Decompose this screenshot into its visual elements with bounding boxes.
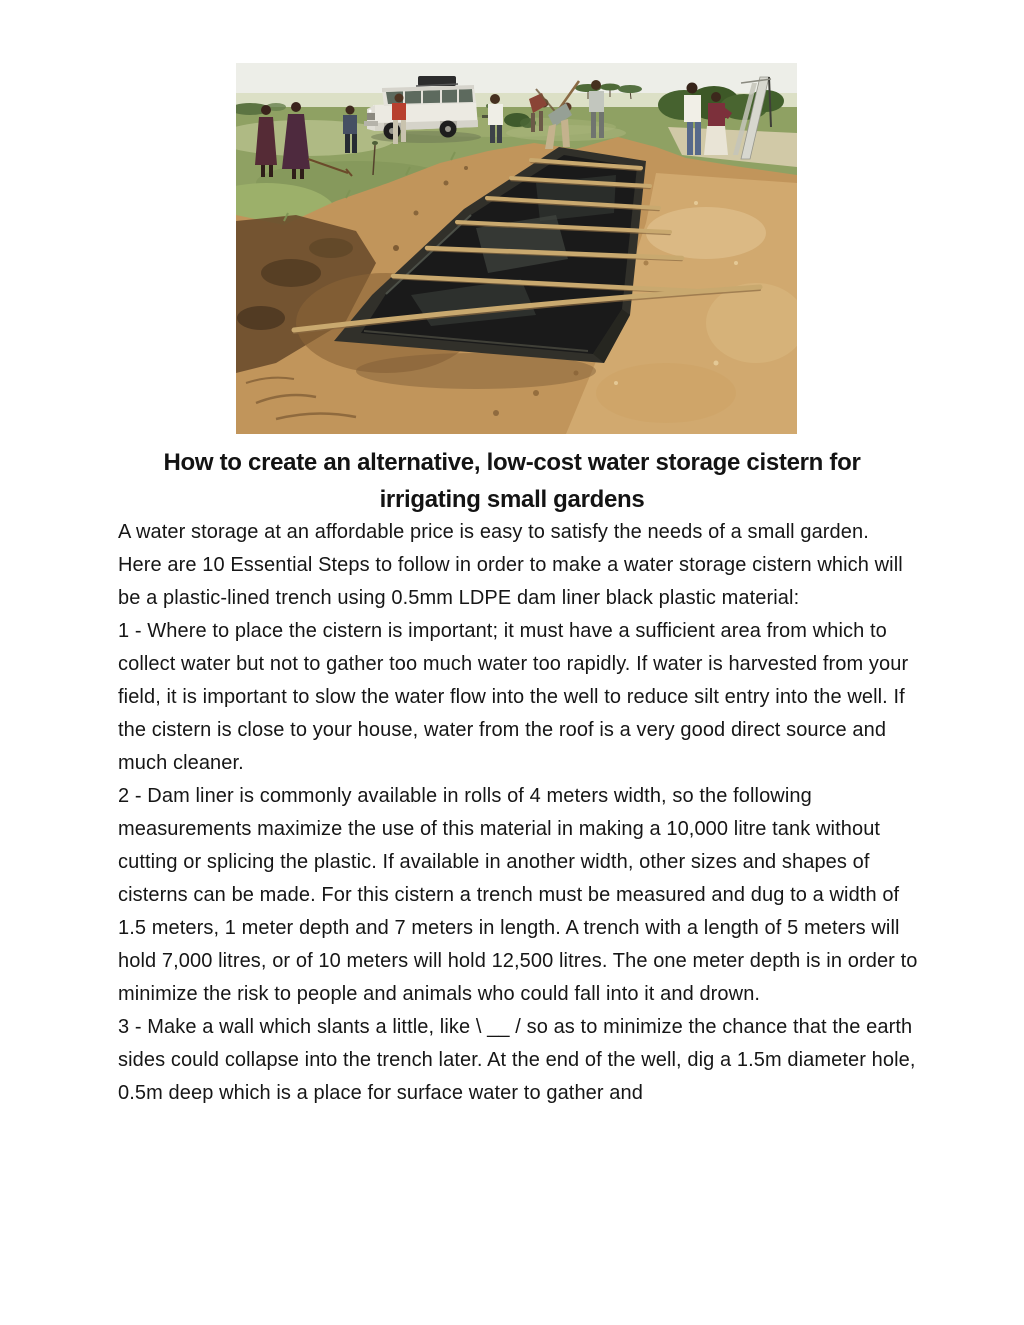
- paragraph-step-3: 3 - Make a wall which slants a little, like \ __ / so as to minimize the chance that the earth sides could collapse into the trench later. At the end of the well, dig a 1.5m diameter hole, 0.5m deep which is a place for surface water to gather and: [118, 1016, 916, 1104]
- cistern-construction-photo: [236, 63, 797, 434]
- title-line-1: How to create an alternative, low-cost water storage cistern for: [163, 449, 861, 476]
- paragraph-intro: A water storage at an affordable price is easy to satisfy the needs of a small garden. Here are 10 Essential Steps to follow in order to make a water storage cistern which will be a plastic-lined trench using 0.5mm LDPE dam liner black plastic material:: [118, 521, 903, 609]
- document-body: [118, 516, 918, 1110]
- document-title: [0, 444, 1024, 518]
- title-line-2: irrigating small gardens: [379, 486, 645, 513]
- paragraph-step-2: 2 - Dam liner is commonly available in rolls of 4 meters width, so the following measurements maximize the use of this material in making a 10,000 litre tank without cutting or splicing the plastic. If available in another width, other sizes and shapes of cisterns can be made. For this cistern a trench must be measured and dug to a width of 1.5 meters, 1 meter depth and 7 meters in length. A trench with a length of 5 meters will hold 7,000 litres, or of 10 meters will hold 12,500 litres. The one meter depth is in order to minimize the risk to people and animals who could fall into it and drown.: [118, 785, 918, 1005]
- sapling-top: [372, 141, 378, 145]
- photo-illustration: [236, 63, 797, 434]
- paragraph-step-1: 1 - Where to place the cistern is important; it must have a sufficient area from which to collect water but not to gather too much water too rapidly. If water is harvested from your field, it is important to slow the water flow into the well to reduce silt entry into the well. If the cistern is close to your house, water from the roof is a very good direct source and much cleaner.: [118, 620, 909, 774]
